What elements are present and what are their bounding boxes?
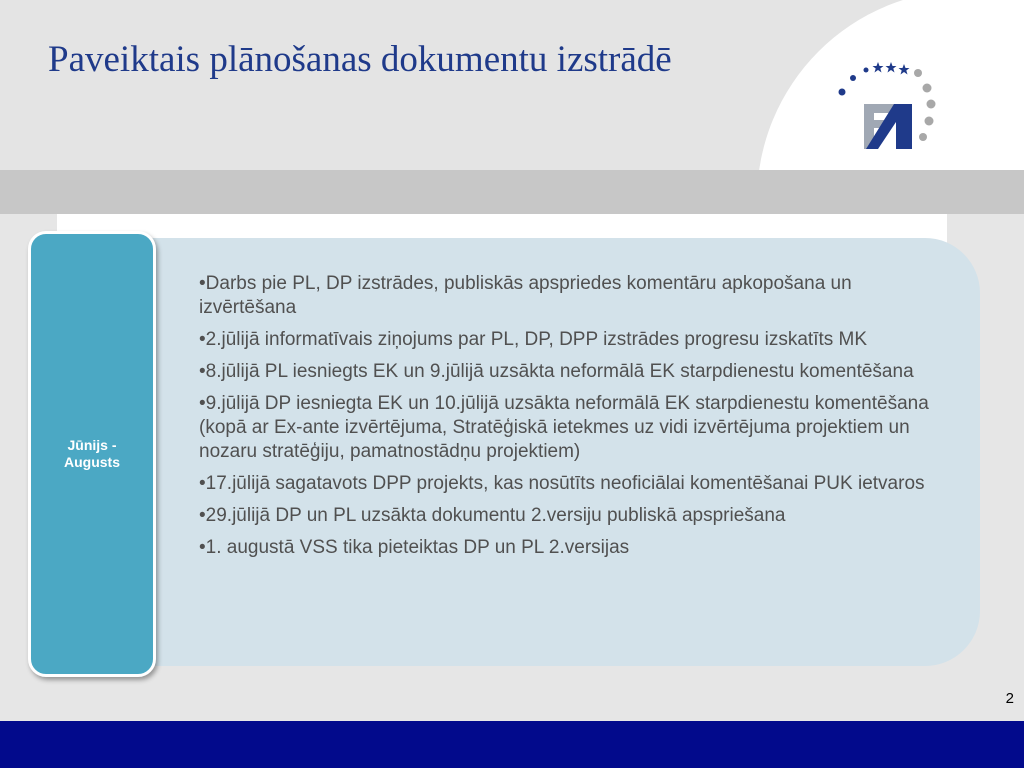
list-item: •1. augustā VSS tika pieteiktas DP un PL 2.versijas xyxy=(199,537,630,558)
header-band xyxy=(0,170,1024,214)
star-icon xyxy=(886,62,897,73)
list-item: •8.jūlijā PL iesniegts EK un 9.jūlijā uzsākta neformālā EK starpdienestu komentēšana xyxy=(199,361,914,382)
list-item: •Darbs pie PL, DP izstrādes, publiskās apspriedes komentāru apkopošana un izvērtēšana xyxy=(199,273,852,318)
ministry-logo-icon xyxy=(830,58,940,158)
list-item: •2.jūlijā informatīvais ziņojums par PL, DP, DPP izstrādes progresu izskatīts MK xyxy=(199,329,868,350)
period-label: Jūnijs - Augusts xyxy=(64,437,120,470)
period-card xyxy=(28,231,156,677)
list-item: •9.jūlijā DP iesniegta EK un 10.jūlijā uzsākta neformālā EK starpdienestu komentēšana (kopā ar Ex-ante izvērtējuma, Stratēģiskā ietekmes uz vidi izvērtējuma projektiem un nozaru stratēģiju, pamatnostādņu projektiem) xyxy=(199,393,929,462)
star-icon xyxy=(873,62,884,73)
activities-list xyxy=(199,272,939,568)
star-icon xyxy=(899,64,910,75)
list-item: •17.jūlijā sagatavots DPP projekts, kas nosūtīts neoficiālai komentēšanai PUK ietvaros xyxy=(199,473,925,494)
footer-bar xyxy=(0,721,1024,768)
list-item: •29.jūlijā DP un PL uzsākta dokumentu 2.versiju publiskā apspriešana xyxy=(199,505,786,526)
slide-title: Paveiktais plānošanas dokumentu izstrādē xyxy=(48,39,672,80)
page-number: 2 xyxy=(1005,690,1014,707)
